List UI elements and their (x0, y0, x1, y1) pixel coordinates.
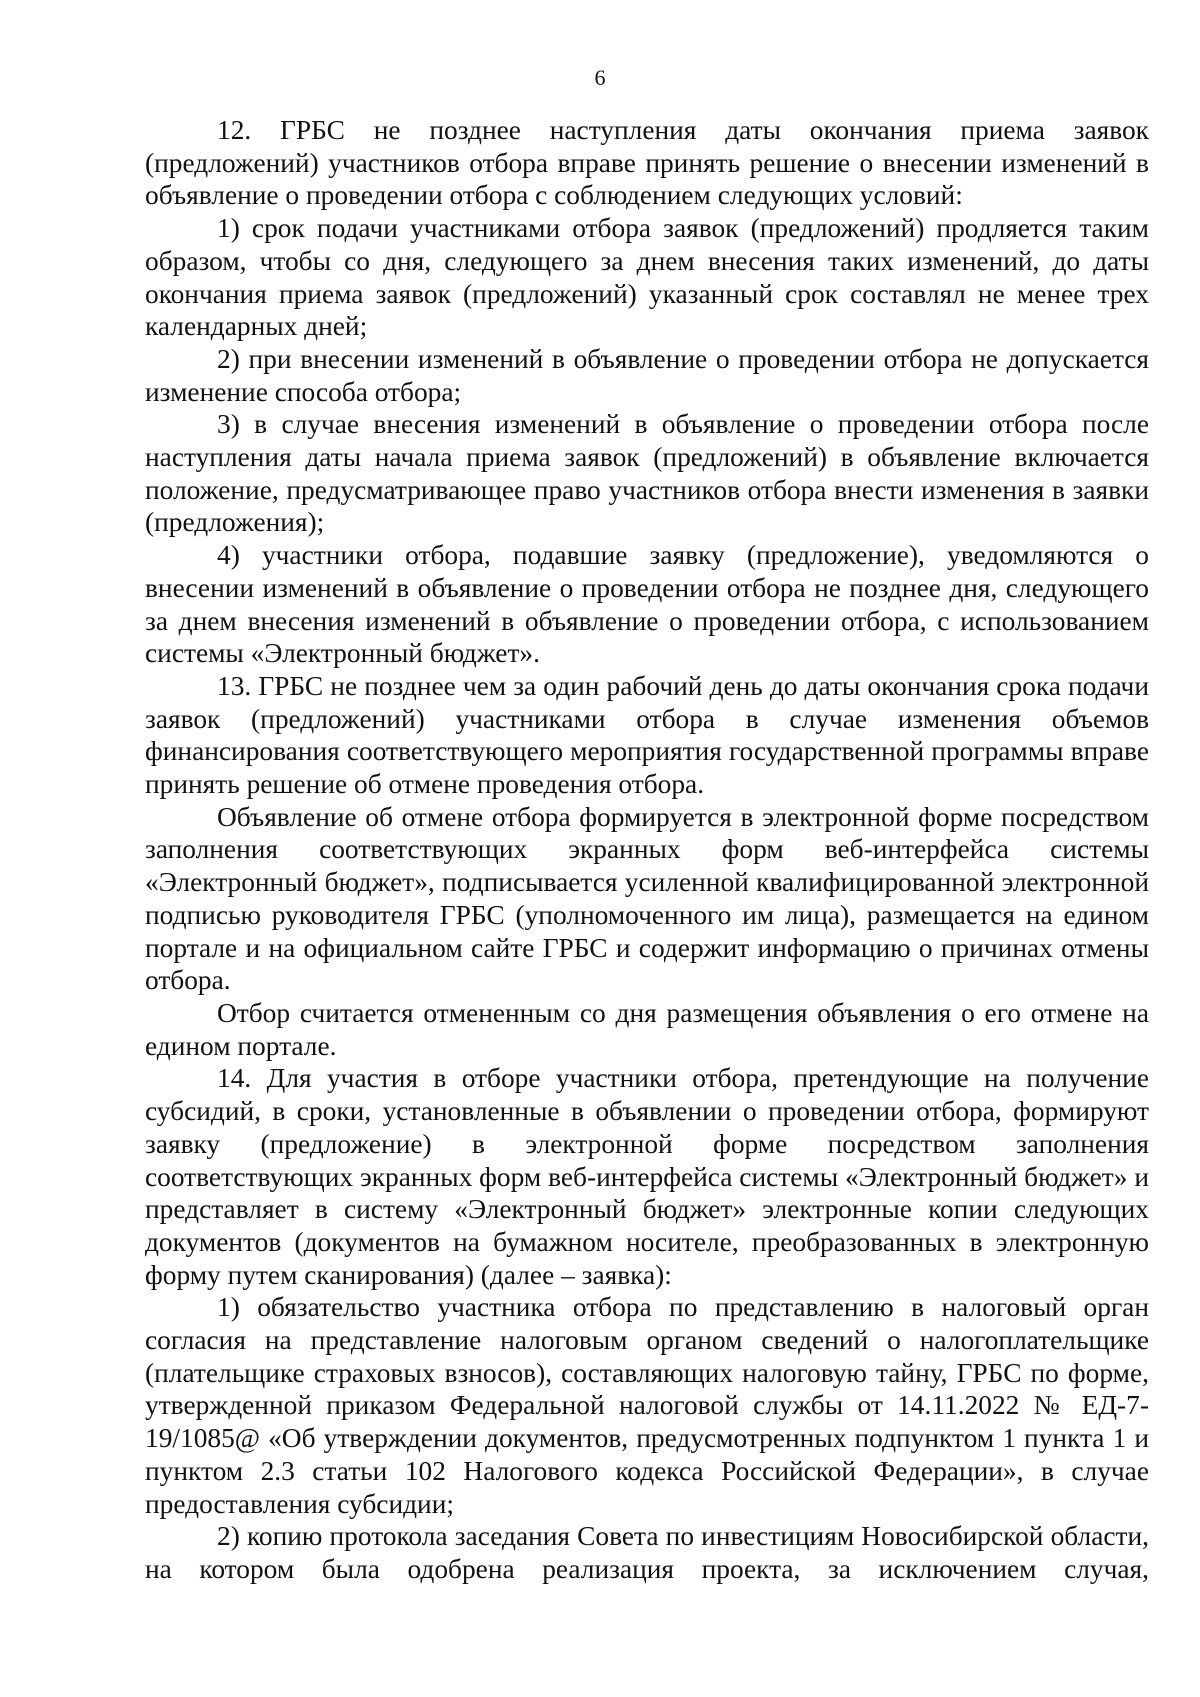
paragraph-14-item-2: 2) копию протокола заседания Совета по инвестициям Новосибирской области, на котором была одобрена реализация проекта, за исключением случая, (145, 1521, 1149, 1584)
page-number: 6 (594, 65, 606, 90)
paragraph-12-item-4: 4) участники отбора, подавшие заявку (предложение), уведомляются о внесении изменений в объявление о проведении отбора не позднее дня, следующего за днем внесения изменений в объявление о проведении отбора, с использованием системы «Электронный бюджет». (145, 540, 1149, 669)
paragraph-13-cancellation-notice: Объявление об отмене отбора формируется в электронной форме посредством заполнения соответствующих экранных форм веб-интерфейса системы «Электронный бюджет», подписывается усиленной квалифицированной электронной подписью руководителя ГРБС (уполномоченного им лица), размещается на едином портале и на официальном сайте ГРБС и содержит информацию о причинах отмены отбора. (145, 801, 1149, 996)
paragraph-12-intro: 12. ГРБС не позднее наступления даты окончания приема заявок (предложений) участников отбора вправе принять решение о внесении изменений в объявление о проведении отбора с соблюдением следующих условий: (145, 115, 1149, 211)
document-body (145, 114, 1149, 1586)
paragraph-12-item-3: 3) в случае внесения изменений в объявление о проведении отбора после наступления даты начала приема заявок (предложений) в объявление включается положение, предусматривающее право участников отбора внести изменения в заявки (предложения); (145, 409, 1149, 538)
paragraph-13-cancellation-effective: Отбор считается отмененным со дня размещения объявления о его отмене на едином портале. (145, 997, 1149, 1061)
paragraph-14-item-1: 1) обязательство участника отбора по представлению в налоговый орган согласия на представление налоговым органом сведений о налогоплательщике (плательщике страховых взносов), составляющих налоговую тайну, ГРБС по форме, утвержденной приказом Федеральной налоговой службы от 14.11.2022 № ЕД-7-19/1085@ «Об утверждении документов, предусмотренных подпунктом 1 пункта 1 и пунктом 2.3 статьи 102 Налогового кодекса Российской Федерации», в случае предоставления субсидии; (145, 1292, 1149, 1519)
paragraph-12-item-1: 1) срок подачи участниками отбора заявок (предложений) продляется таким образом, чтобы со дня, следующего за днем внесения таких изменений, до даты окончания приема заявок (предложений) указанный срок составлял не менее трех календарных дней; (145, 213, 1149, 342)
paragraph-13-intro: 13. ГРБС не позднее чем за один рабочий день до даты окончания срока подачи заявок (предложений) участниками отбора в случае изменения объемов финансирования соответствующего мероприятия государственной программы вправе принять решение об отмене проведения отбора. (145, 670, 1149, 800)
paragraph-12-item-2: 2) при внесении изменений в объявление о проведении отбора не допускается изменение способа отбора; (145, 343, 1149, 407)
paragraph-14-intro: 14. Для участия в отборе участники отбора, претендующие на получение субсидий, в сроки, установленные в объявлении о проведении отбора, формируют заявку (предложение) в электронной форме посредством заполнения соответствующих экранных форм веб-интерфейса системы «Электронный бюджет» и представляет в систему «Электронный бюджет» электронные копии следующих документов (документов на бумажном носителе, преобразованных в электронную форму путем сканирования) (далее – заявка): (145, 1063, 1149, 1290)
